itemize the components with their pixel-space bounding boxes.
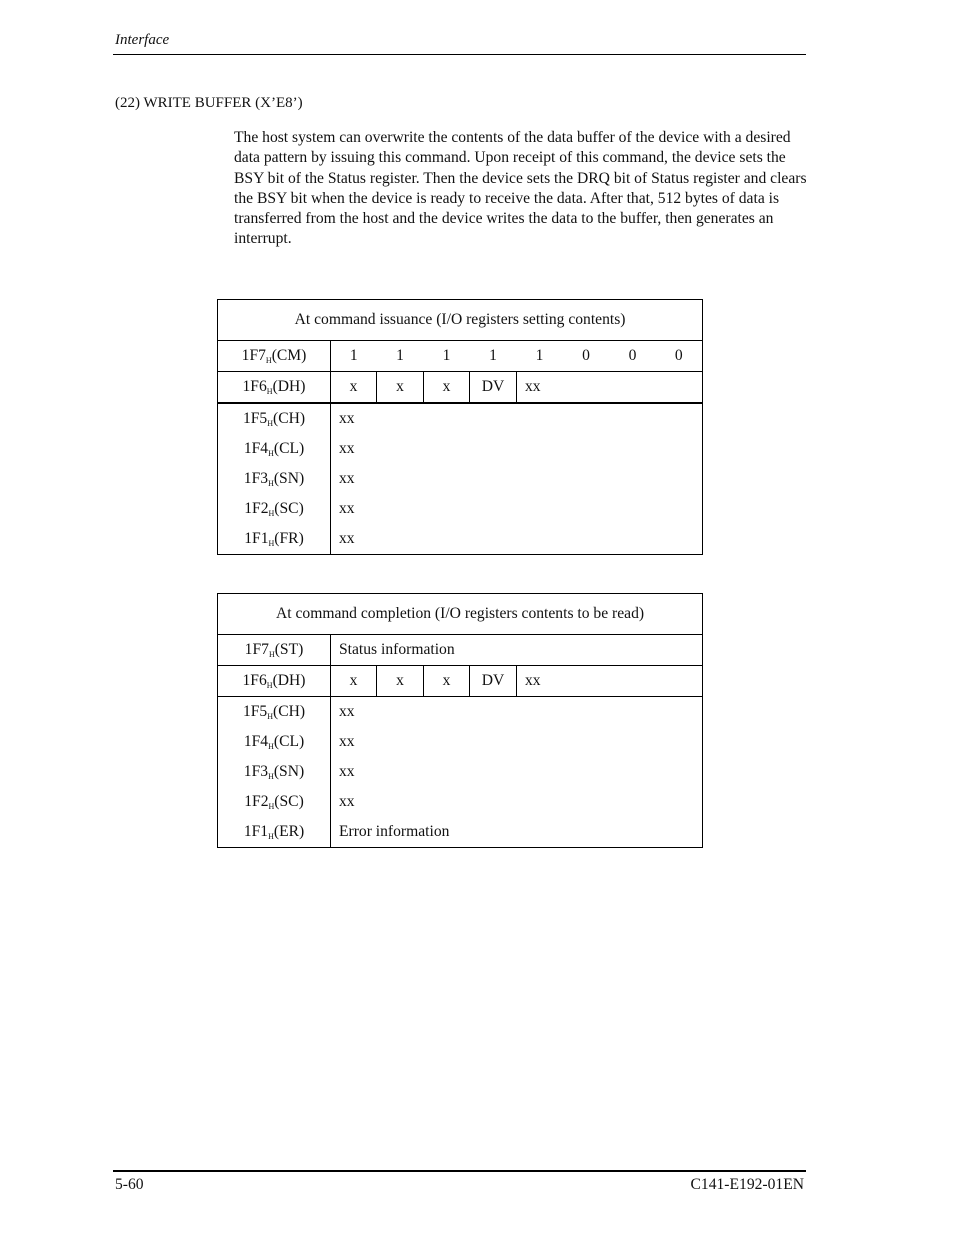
bit-value: 1 (377, 341, 424, 372)
register-row-ch (218, 697, 703, 728)
register-label: $1F1_H(ER)$ (218, 817, 331, 848)
register-value: xx (331, 494, 703, 524)
register-row-sc (218, 787, 703, 817)
register-label: $1F5_H(CH)$ (218, 403, 331, 434)
register-value: xx (331, 524, 703, 555)
register-value: xx (331, 787, 703, 817)
register-label: $1F2_H(SC)$ (218, 494, 331, 524)
bit-value: x (424, 372, 470, 404)
register-value: xx (331, 464, 703, 494)
register-value: xx (331, 434, 703, 464)
register-value: xx (331, 727, 703, 757)
register-label: $1F6_H(DH)$ (218, 666, 331, 697)
head-value: xx (517, 372, 703, 404)
footer-rule (113, 1170, 806, 1172)
register-label: $1F2_H(SC)$ (218, 787, 331, 817)
register-row-cm (218, 341, 703, 372)
status-information: Status information (331, 635, 703, 666)
register-row-er (218, 817, 703, 848)
page-number: 5-60 (115, 1176, 144, 1193)
bit-value: 0 (563, 341, 610, 372)
register-value: xx (331, 757, 703, 787)
register-value: xx (331, 403, 703, 434)
register-value: xx (331, 697, 703, 728)
register-row-sn (218, 464, 703, 494)
register-row-ch (218, 403, 703, 434)
bit-value: x (331, 372, 377, 404)
table-caption: At command issuance (I/O registers setting contents) (218, 300, 703, 341)
register-row-fr (218, 524, 703, 555)
register-row-sc (218, 494, 703, 524)
running-header: Interface (115, 32, 170, 48)
table-caption: At command completion (I/O registers contents to be read) (218, 594, 703, 635)
bit-value: x (377, 372, 424, 404)
bit-value: DV (470, 666, 517, 697)
bit-value: x (331, 666, 377, 697)
document-id: C141-E192-01EN (690, 1176, 804, 1193)
register-label: $1F3_H(SN)$ (218, 757, 331, 787)
bit-value: x (424, 666, 470, 697)
bit-value: 1 (331, 341, 377, 372)
register-row-dh (218, 372, 703, 404)
register-row-cl (218, 727, 703, 757)
description-paragraph: The host system can overwrite the contents of the data buffer of the device with a desired data pattern by issuing this command. Upon receipt of this command, the device sets the BSY bit of the Status register. Then the device sets the DRQ bit of Status register and clears the BSY bit when the device is ready to receive the data. After that, 512 bytes of data is transferred from the host and the device writes the data to the buffer, then generates an interrupt. (234, 129, 807, 248)
register-label: $1F6_H(DH)$ (218, 372, 331, 404)
header-rule (113, 54, 806, 55)
register-label: $1F7_H(CM)$ (218, 341, 331, 372)
bit-value: 0 (610, 341, 656, 372)
section-title: (22) WRITE BUFFER (X’E8’) (115, 95, 303, 111)
register-label: $1F1_H(FR)$ (218, 524, 331, 555)
head-value: xx (517, 666, 703, 697)
register-label: $1F4_H(CL)$ (218, 434, 331, 464)
completion-register-table (217, 593, 703, 848)
bit-value: 1 (470, 341, 517, 372)
bit-value: x (377, 666, 424, 697)
register-label: $1F7_H(ST)$ (218, 635, 331, 666)
register-row-st (218, 635, 703, 666)
register-label: $1F5_H(CH)$ (218, 697, 331, 728)
bit-value: 1 (424, 341, 470, 372)
issuance-register-table (217, 299, 703, 555)
bit-value: 1 (517, 341, 563, 372)
register-label: $1F3_H(SN)$ (218, 464, 331, 494)
bit-value: 0 (656, 341, 703, 372)
register-row-sn (218, 757, 703, 787)
register-row-dh (218, 666, 703, 697)
register-row-cl (218, 434, 703, 464)
register-label: $1F4_H(CL)$ (218, 727, 331, 757)
error-information: Error information (331, 817, 703, 848)
bit-value: DV (470, 372, 517, 404)
